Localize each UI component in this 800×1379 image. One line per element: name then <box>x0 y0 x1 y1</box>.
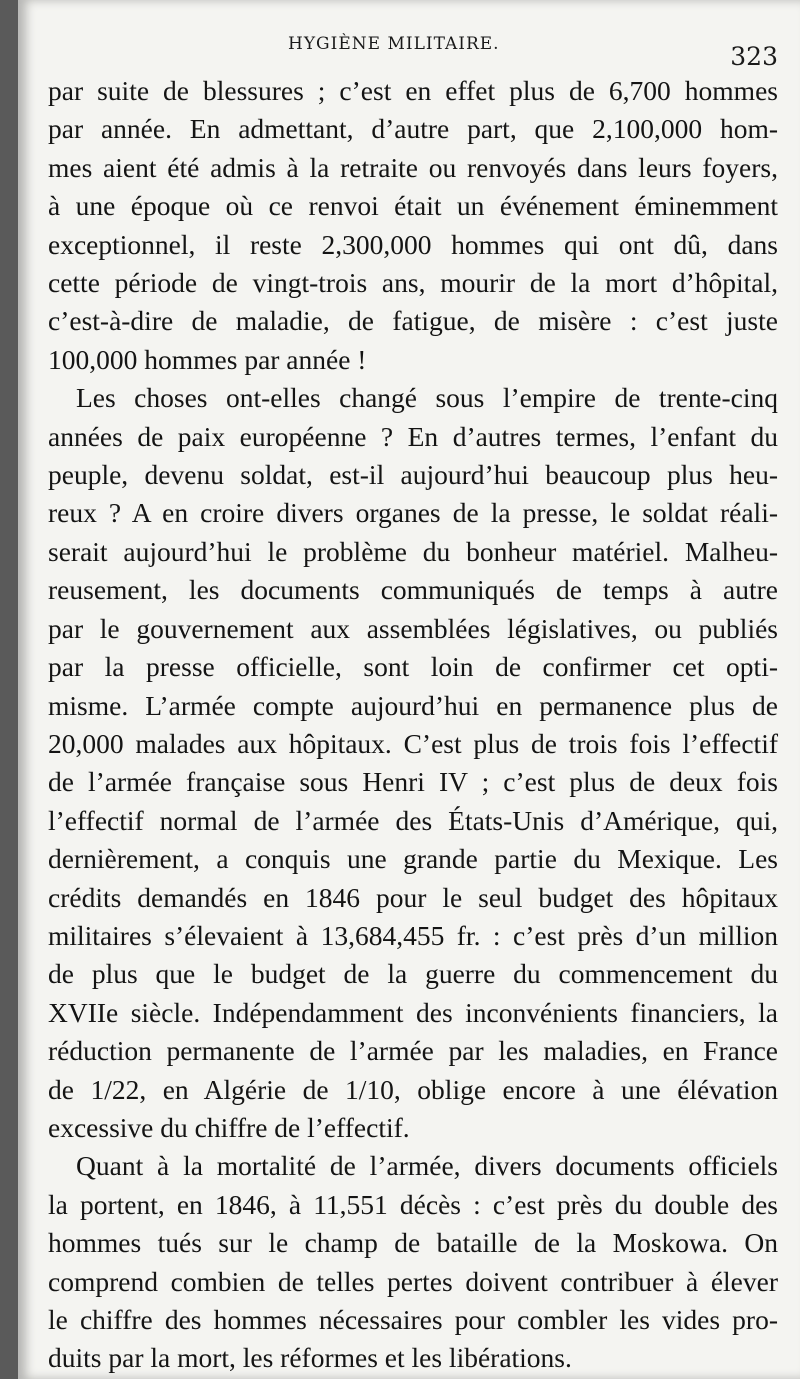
text-line: la portent, en 1846, à 11,551 décès : c’est près du double des <box>48 1188 778 1220</box>
text-line: reusement, les documents communiqués de temps à autre <box>48 574 778 606</box>
text-line: de l’armée française sous Henri IV ; c’est plus de deux fois <box>48 766 778 798</box>
text-line: excessive du chiffre de l’effectif. <box>48 1111 410 1143</box>
text-line: mes aient été admis à la retraite ou renvoyés dans leurs foyers, <box>48 151 778 183</box>
text-line: c’est-à-dire de maladie, de fatigue, de misère : c’est juste <box>48 305 778 337</box>
text-line: 20,000 malades aux hôpitaux. C’est plus de trois fois l’effectif <box>48 727 778 759</box>
paragraph-3 <box>48 1147 778 1377</box>
text-line: crédits demandés en 1846 pour le seul budget des hôpitaux <box>48 881 778 913</box>
text-line: reux ? A en croire divers organes de la presse, le soldat réali- <box>48 497 778 529</box>
paragraph-1 <box>48 72 778 379</box>
text-line: comprend combien de telles pertes doivent contribuer à élever <box>48 1265 778 1297</box>
text-line: duits par la mort, les réformes et les libérations. <box>48 1342 572 1374</box>
text-line: dernièrement, a conquis une grande partie du Mexique. Les <box>48 843 778 875</box>
text-line: peuple, devenu soldat, est-il aujourd’hui beaucoup plus heu- <box>48 459 778 491</box>
text-line: à une époque où ce renvoi était un événement éminemment <box>48 190 778 222</box>
text-line: misme. L’armée compte aujourd’hui en permanence plus de <box>48 689 778 721</box>
body-text <box>48 72 778 1378</box>
text-line: années de paix européenne ? En d’autres termes, l’enfant du <box>48 420 778 452</box>
text-line: de plus que le budget de la guerre du commencement du <box>48 958 778 990</box>
text-line: 100,000 hommes par année ! <box>48 343 367 375</box>
text-line: le chiffre des hommes nécessaires pour combler les vides pro- <box>48 1304 778 1335</box>
text-line: de 1/22, en Algérie de 1/10, oblige encore à une élévation <box>48 1073 778 1105</box>
text-line: Les choses ont-elles changé sous l’empire de trente-cinq <box>76 382 778 414</box>
text-line: par suite de blessures ; c’est en effet plus de 6,700 hommes <box>48 75 778 106</box>
text-line: par année. En admettant, d’autre part, que 2,100,000 hom- <box>48 113 778 145</box>
text-line: hommes tués sur le champ de bataille de la Moskowa. On <box>48 1227 778 1259</box>
text-line: serait aujourd’hui le problème du bonheur matériel. Malheu- <box>48 535 778 567</box>
text-line: exceptionnel, il reste 2,300,000 hommes qui ont dû, dans <box>48 228 778 260</box>
book-page <box>18 0 800 1379</box>
text-line: Quant à la mortalité de l’armée, divers documents officiels <box>76 1150 778 1182</box>
text-line: militaires s’élevaient à 13,684,455 fr. : c’est près d’un million <box>48 919 778 951</box>
text-line: XVIIe siècle. Indépendamment des inconvénients financiers, la <box>48 996 778 1028</box>
text-line: l’effectif normal de l’armée des États-Unis d’Amérique, qui, <box>48 804 778 836</box>
running-head: HYGIÈNE MILITAIRE. <box>288 34 500 54</box>
text-line: par le gouvernement aux assemblées législatives, ou publiés <box>48 612 778 644</box>
text-line: par la presse officielle, sont loin de confirmer cet opti- <box>48 651 778 683</box>
page-number: 323 <box>730 42 778 71</box>
text-line: réduction permanente de l’armée par les maladies, en France <box>48 1035 778 1067</box>
text-line: cette période de vingt-trois ans, mourir de la mort d’hôpital, <box>48 267 778 299</box>
paragraph-2 <box>48 379 778 1147</box>
